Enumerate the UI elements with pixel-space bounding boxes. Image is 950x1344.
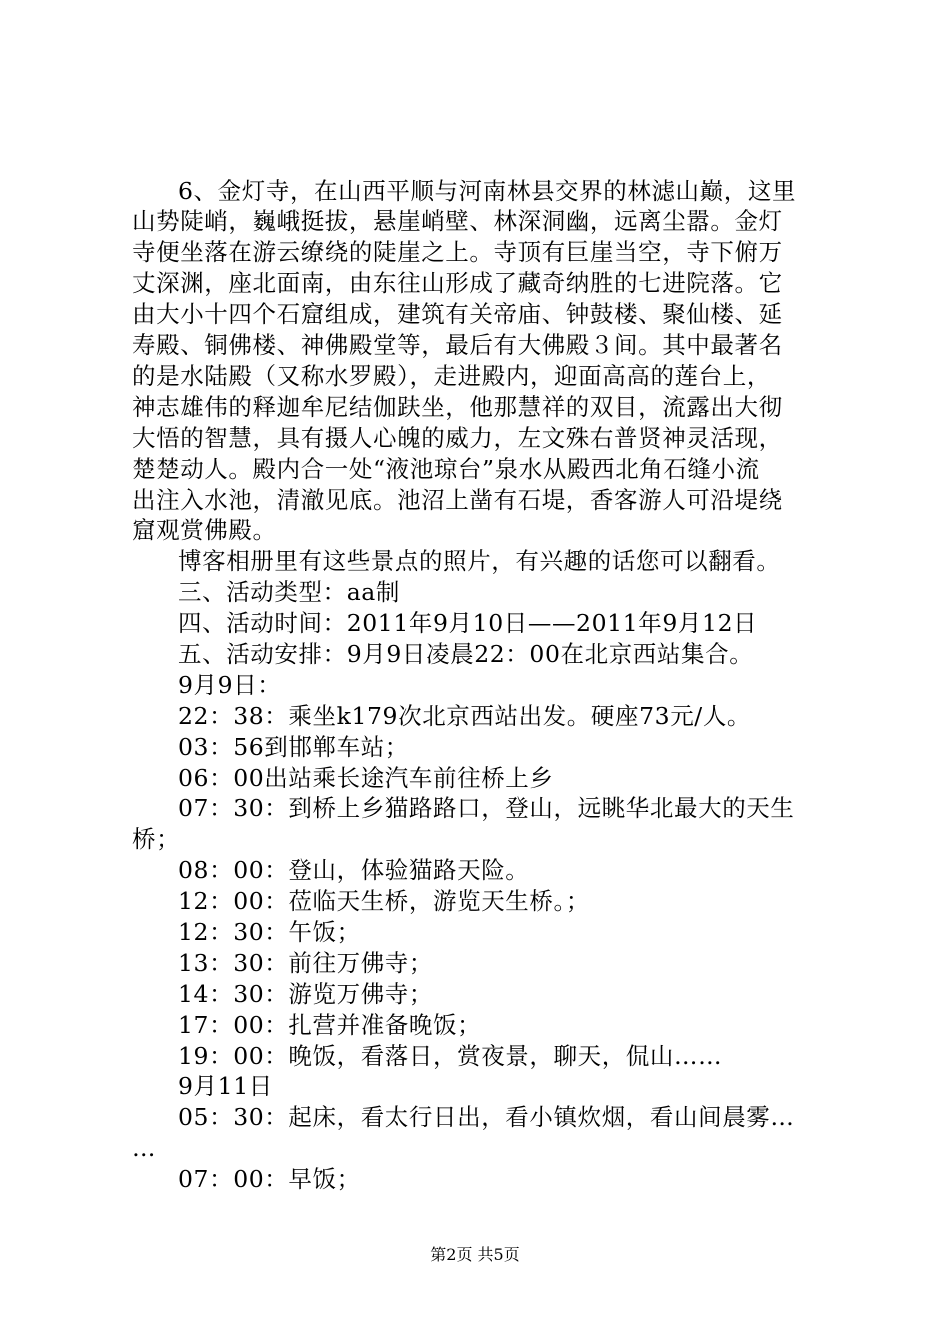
schedule-item: 22：38：乘坐k179次北京西站出发。硬座73元/人。 bbox=[178, 702, 752, 730]
schedule-item: 17：00：扎营并准备晚饭； bbox=[178, 1011, 482, 1039]
schedule-item: 03：56到邯郸车站； bbox=[178, 733, 409, 761]
body-line: 大悟的智慧，具有摄人心魄的威力，左文殊右普贤神灵活现， bbox=[132, 424, 783, 452]
body-line: 寿殿、铜佛楼、神佛殿堂等，最后有大佛殿３间。其中最著名 bbox=[132, 331, 783, 359]
body-line: 出注入水池，清澈见底。池沼上凿有石堤，香客游人可沿堤绕 bbox=[132, 486, 783, 514]
body-line: 窟观赏佛殿。 bbox=[132, 516, 277, 544]
body-line: 由大小十四个石窟组成，建筑有关帝庙、钟鼓楼、聚仙楼、延 bbox=[132, 300, 783, 328]
schedule-item: 12：30：午饭； bbox=[178, 918, 361, 946]
schedule-item: 06：00出站乘长途汽车前往桥上乡 bbox=[178, 764, 554, 792]
body-line: 丈深渊，座北面南，由东往山形成了藏奇纳胜的七进院落。它 bbox=[132, 269, 783, 297]
schedule-item-continuation: 桥； bbox=[132, 825, 181, 853]
body-line: 山势陡峭，巍峨挺拔，悬崖峭壁、林深洞幽，远离尘嚣。金灯 bbox=[132, 207, 783, 235]
schedule-item: 12：00：莅临天生桥，游览天生桥。； bbox=[178, 887, 590, 915]
schedule-item: 14：30：游览万佛寺； bbox=[178, 980, 434, 1008]
schedule-item-continuation: … bbox=[132, 1134, 157, 1162]
schedule-item: 08：00：登山，体验猫路天险。 bbox=[178, 856, 530, 884]
section-heading: 五、活动安排：9月9日凌晨22：00在北京西站集合。 bbox=[178, 640, 754, 668]
body-line: 寺便坐落在游云缭绕的陡崖之上。寺顶有巨崖当空，寺下俯万 bbox=[132, 238, 783, 266]
schedule-item: 05：30：起床，看太行日出，看小镇炊烟，看山间晨雾… bbox=[178, 1103, 795, 1131]
schedule-day-heading: 9月11日 bbox=[178, 1072, 273, 1100]
body-line: 的是水陆殿（又称水罗殿），走进殿内，迎面高高的莲台上， bbox=[132, 362, 771, 390]
schedule-item: 19：00：晚饭，看落日，赏夜景，聊天，侃山…… bbox=[178, 1042, 723, 1070]
section-heading: 三、活动类型：aa制 bbox=[178, 578, 401, 606]
schedule-item: 07：30：到桥上乡猫路路口，登山，远眺华北最大的天生 bbox=[178, 794, 795, 822]
body-line: 博客相册里有这些景点的照片，有兴趣的话您可以翻看。 bbox=[178, 547, 781, 575]
schedule-day-heading: 9月9日： bbox=[178, 671, 282, 699]
body-line: 神志雄伟的释迦牟尼结伽趺坐，他那慧祥的双目，流露出大彻 bbox=[132, 393, 783, 421]
body-line: 楚楚动人。殿内合一处“液池琼台”泉水从殿西北角石缝小流 bbox=[132, 455, 760, 483]
body-line: 6、金灯寺，在山西平顺与河南林县交界的林滤山巅，这里 bbox=[178, 177, 797, 205]
page-footer: 第2页 共5页 bbox=[430, 1245, 520, 1264]
schedule-item: 13：30：前往万佛寺； bbox=[178, 949, 434, 977]
schedule-item: 07：00：早饭； bbox=[178, 1165, 361, 1193]
section-heading: 四、活动时间：2011年9月10日——2011年9月12日 bbox=[178, 609, 758, 637]
